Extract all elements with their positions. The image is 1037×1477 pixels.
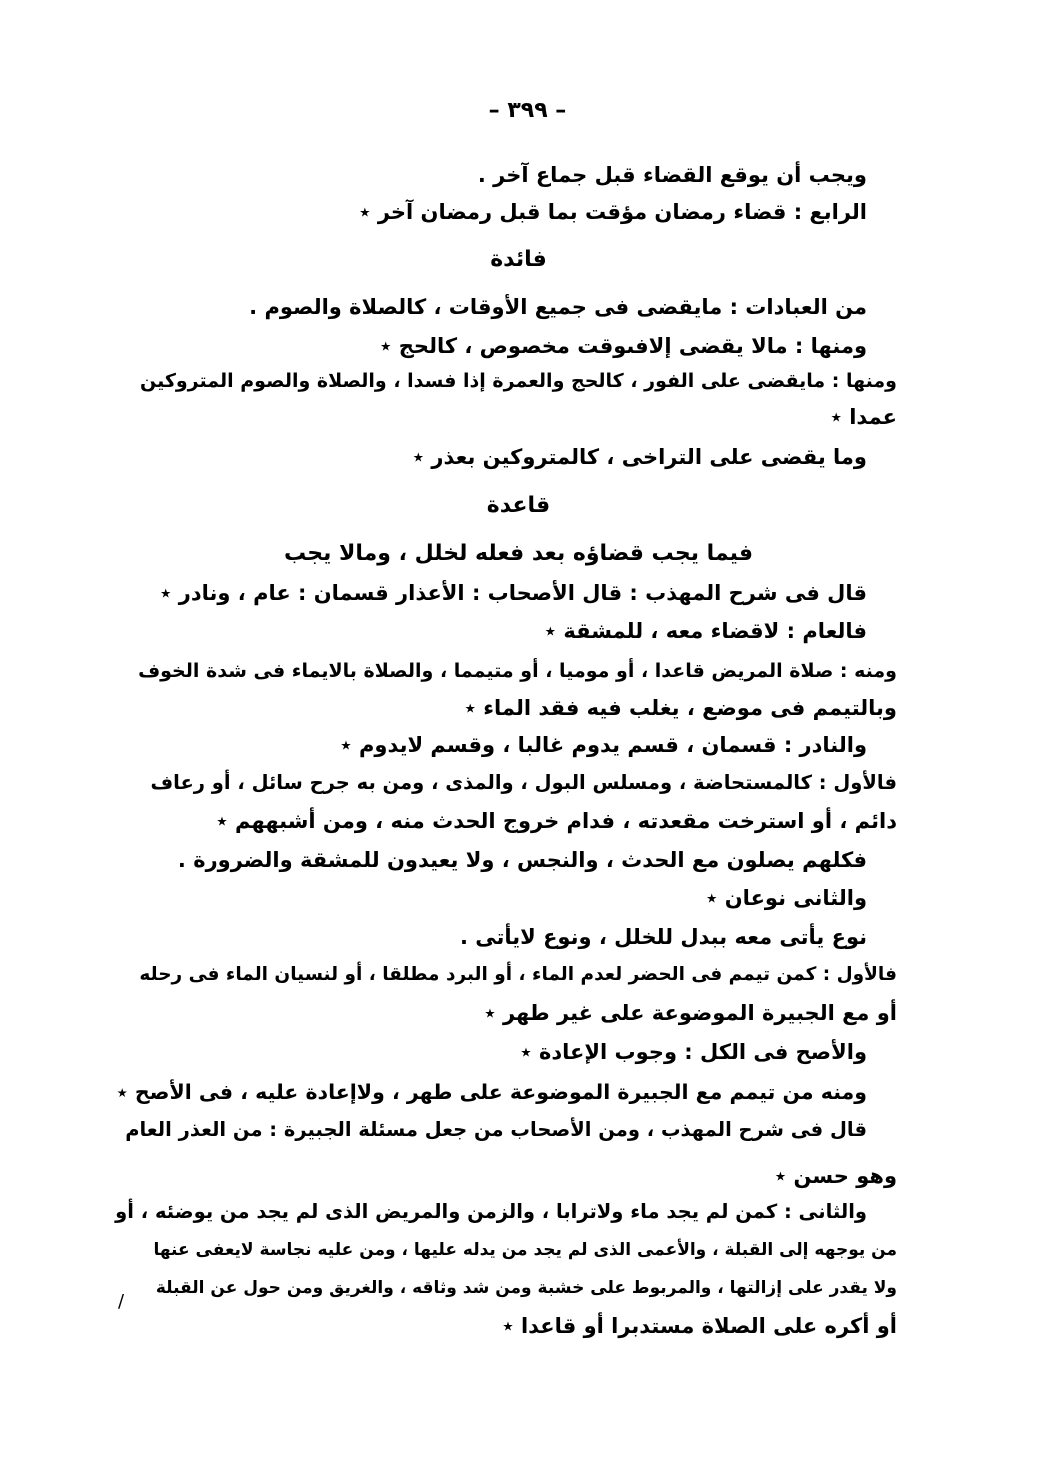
text-line-13: فالأول : كالمستحاضة ، ومسلس البول ، والمذى ، ومن به جرح سائل ، أو رعاف (150, 771, 897, 794)
text-line-12: والنادر : قسمان ، قسم يدوم غالبا ، وقسم لايدوم ٭ (340, 733, 867, 757)
text-line-14: دائم ، أو استرخت مقعدته ، فدام خروج الحدث منه ، ومن أشبههم ٭ (216, 809, 897, 833)
text-line-3: من العبادات : مايقضى فى جميع الأوقات ، كالصلاة والصوم . (249, 295, 867, 319)
margin-mark: / (118, 1291, 125, 1312)
page-number: – ٣٩٩ – (488, 98, 567, 123)
text-line-24: والثانى : كمن لم يجد ماء ولاترابا ، والزمن والمريض الذى لم يجد من يوضئه ، أو (115, 1200, 867, 1223)
text-line-10: ومنه : صلاة المريض قاعدا ، أو موميا ، أو متيمما ، والصلاة بالايماء فى شدة الخوف (138, 660, 897, 682)
text-line-11: وبالتيمم فى موضع ، يغلب فيه فقد الماء ٭ (464, 696, 897, 720)
text-line-26: ولا يقدر على إزالتها ، والمربوط على خشبة ومن شد وثاقه ، والغريق ومن حول عن القبلة (155, 1278, 897, 1298)
text-line-6: عمدا ٭ (830, 405, 897, 429)
text-line-15: فكلهم يصلون مع الحدث ، والنجس ، ولا يعيدون للمشقة والضرورة . (177, 848, 867, 872)
heading-faida: فائدة (490, 247, 547, 272)
text-line-9: فالعام : لاقضاء معه ، للمشقة ٭ (544, 619, 867, 643)
text-line-22: قال فى شرح المهذب ، ومن الأصحاب من جعل مسئلة الجبيرة : من العذر العام (125, 1118, 867, 1141)
heading-qaida: قاعدة (486, 493, 551, 518)
text-line-16: والثانى نوعان ٭ (706, 886, 867, 910)
subheading-qaida: فيما يجب قضاؤه بعد فعله لخلل ، ومالا يجب (283, 541, 754, 566)
text-line-21: ومنه من تيمم مع الجبيرة الموضوعة على طهر ، ولاإعادة عليه ، فى الأصح ٭ (116, 1080, 867, 1104)
text-line-23: وهو حسن ٭ (774, 1164, 897, 1188)
text-line-4: ومنها : مالا يقضى إلافىوقت مخصوص ، كالحج ٭ (380, 334, 867, 358)
text-line-19: أو مع الجبيرة الموضوعة على غير طهر ٭ (484, 1001, 897, 1025)
text-line-1: ويجب أن يوقع القضاء قبل جماع آخر . (477, 163, 867, 187)
text-line-18: فالأول : كمن تيمم فى الحضر لعدم الماء ، أو البرد مطلقا ، أو لنسيان الماء فى رحله (139, 964, 897, 985)
text-line-8: قال فى شرح المهذب : قال الأصحاب : الأعذار قسمان : عام ، ونادر ٭ (160, 581, 867, 605)
text-line-2: الرابع : قضاء رمضان مؤقت بما قبل رمضان آخر ٭ (359, 200, 867, 224)
text-line-7: وما يقضى على التراخى ، كالمتروكين بعذر ٭ (412, 445, 867, 469)
text-line-17: نوع يأتى معه ببدل للخلل ، ونوع لايأتى . (459, 925, 867, 949)
text-line-20: والأصح فى الكل : وجوب الإعادة ٭ (520, 1040, 867, 1064)
text-line-27: أو أكره على الصلاة مستدبرا أو قاعدا ٭ (502, 1314, 897, 1338)
text-line-5: ومنها : مايقضى على الفور ، كالحج والعمرة إذا فسدا ، والصلاة والصوم المتروكين (139, 370, 897, 392)
text-line-25: من يوجهه إلى القبلة ، والأعمى الذى لم يجد من يدله عليها ، ومن عليه نجاسة لايعفى عنها (153, 1240, 897, 1260)
